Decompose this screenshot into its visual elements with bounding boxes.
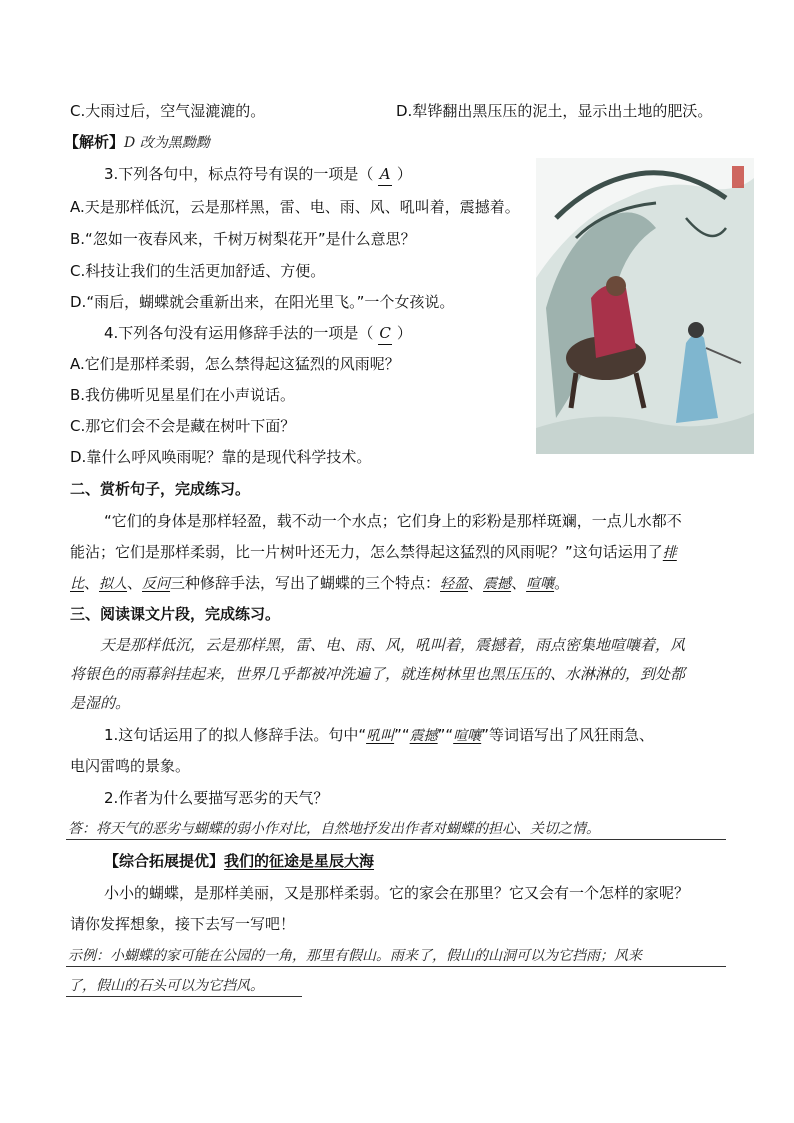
blank-rhetoric-1a: 排 — [662, 545, 677, 561]
blank-rhetoric-1b: 比 — [70, 576, 84, 592]
section-2-title: 二、赏析句子，完成练习。 — [70, 480, 251, 498]
question-3-option-c: C.科技让我们的生活更加舒适、方便。 — [70, 262, 326, 280]
section-3-question-2: 2.作者为什么要描写恶劣的天气？ — [104, 789, 329, 807]
blank-rhetoric-3: 反问 — [142, 576, 171, 592]
analysis-tag: 【解析】 — [64, 133, 125, 151]
blank-word-1: 吼叫 — [366, 728, 395, 744]
question-4-option-d: D.靠什么呼风唤雨呢？靠的是现代科学技术。 — [70, 448, 372, 466]
passage-line-2: 将银色的雨幕斜挂起来，世界几乎都被冲洗遍了，就连树林里也黑压压的、水淋淋的，到处都 — [70, 665, 686, 683]
analysis-row — [64, 131, 210, 154]
blank-word-2: 震撼 — [409, 728, 438, 744]
blank-word-3: 喧嚷 — [453, 728, 482, 744]
section-3-question-1: 1.这句话运用了的拟人修辞手法。句中“吼叫”“震撼”“喧嚷”等词语写出了风狂雨急、 — [104, 726, 654, 744]
extension-example-line-2: 了，假山的石头可以为它挡风。 — [68, 978, 264, 994]
ink-painting-snow-scene-icon — [536, 158, 754, 454]
extension-motto: 我们的征途是星辰大海 — [224, 852, 375, 870]
option-c-sentence: C.大雨过后，空气湿漉漉的。 — [70, 102, 266, 120]
question-4-stem: 4.下列各句没有运用修辞手法的一项是（ C ） — [104, 322, 412, 345]
extension-prompt-line-1: 小小的蝴蝶，是那样美丽，又是那样柔弱。它的家会在那里？它又会有一个怎样的家呢？ — [104, 884, 690, 902]
extension-header — [104, 850, 374, 872]
question-4-option-c: C.那它们会不会是藏在树叶下面？ — [70, 417, 296, 435]
section-2-quote-line-1: “它们的身体是那样轻盈，载不动一个水点；它们身上的彩粉是那样斑斓，一点儿水都不 — [104, 512, 682, 530]
question-3-answer: A — [378, 163, 392, 186]
question-3-option-a: A.天是那样低沉，云是那样黑，雷、电、雨、风、吼叫着，震撼着。 — [70, 198, 520, 216]
example-rule-line-1 — [66, 966, 726, 967]
question-3-option-b: B.“忽如一夜春风来，千树万树梨花开”是什么意思？ — [70, 230, 416, 248]
extension-prompt-line-2: 请你发挥想象，接下去写一写吧！ — [70, 915, 296, 933]
blank-rhetoric-2: 拟人 — [99, 576, 128, 592]
section-2-quote-line-3: 比、拟人、反问三种修辞手法，写出了蝴蝶的三个特点：轻盈、震撼、喧嚷。 — [70, 574, 570, 592]
option-d-sentence: D.犁铧翻出黑压压的泥土，显示出土地的肥沃。 — [396, 102, 713, 120]
passage-line-3: 是湿的。 — [70, 694, 131, 712]
answer-rule-line — [66, 839, 726, 840]
blank-feature-3: 喧嚷 — [526, 576, 555, 592]
extension-example-line-1: 示例：小蝴蝶的家可能在公园的一角，那里有假山。雨来了，假山的山洞可以为它挡雨；风来 — [68, 948, 642, 964]
question-4-option-a: A.它们是那样柔弱，怎么禁得起这猛烈的风雨呢？ — [70, 355, 400, 373]
passage-line-1: 天是那样低沉，云是那样黑，雷、电、雨、风，吼叫着，震撼着，雨点密集地喧嚷着，风 — [100, 636, 686, 654]
question-3-option-d: D.“雨后，蝴蝶就会重新出来，在阳光里飞。”一个女孩说。 — [70, 293, 455, 311]
section-2-quote-line-2: 能沾；它们是那样柔弱，比一片树叶还无力，怎么禁得起这猛烈的风雨呢？”这句话运用了排 — [70, 543, 677, 561]
section-3-answer: 答：将天气的恶劣与蝴蝶的弱小作对比，自然地抒发出作者对蝴蝶的担心、关切之情。 — [68, 821, 600, 837]
blank-feature-2: 震撼 — [483, 576, 512, 592]
section-3-title: 三、阅读课文片段，完成练习。 — [70, 605, 281, 623]
question-4-answer: C — [378, 322, 392, 345]
question-3-stem: 3.下列各句中，标点符号有误的一项是（ A ） — [104, 163, 412, 186]
analysis-text: D 改为黑黝黝 — [124, 135, 210, 151]
extension-tag: 【综合拓展提优】 — [104, 852, 225, 870]
example-rule-line-2 — [66, 996, 302, 997]
section-3-question-1-cont: 电闪雷鸣的景象。 — [70, 757, 191, 775]
question-4-option-b: B.我仿佛听见星星们在小声说话。 — [70, 386, 296, 404]
blank-feature-1: 轻盈 — [440, 576, 469, 592]
